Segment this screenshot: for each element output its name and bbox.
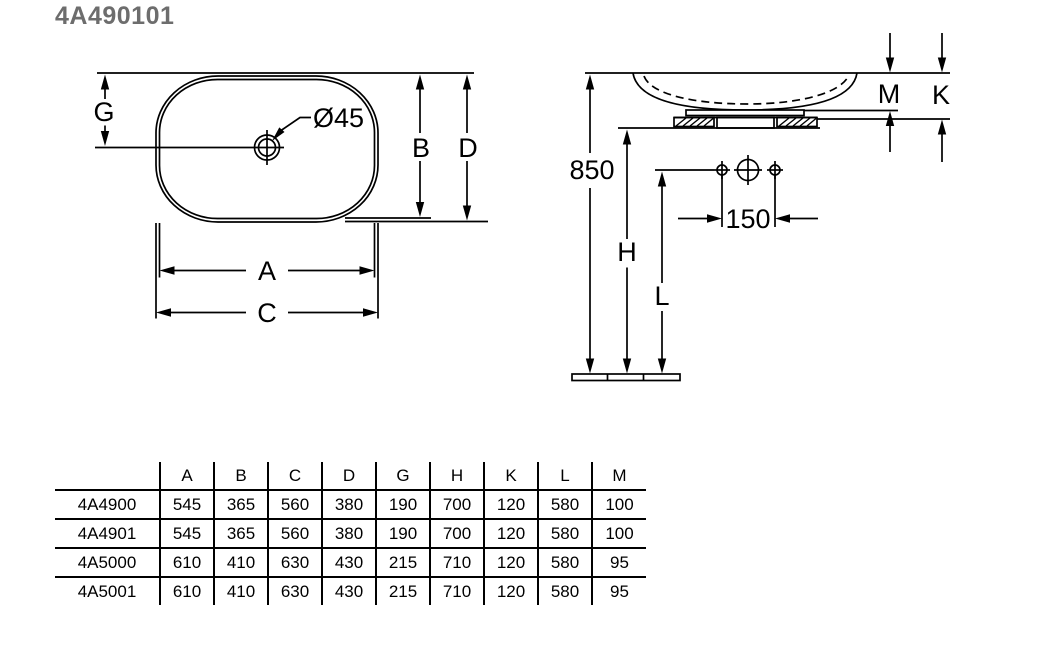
table-cell: 365 <box>214 519 268 548</box>
table-cell: 580 <box>538 490 592 519</box>
table-cell: 190 <box>376 490 430 519</box>
table-cell: 95 <box>592 548 646 577</box>
table-cell: 545 <box>160 519 214 548</box>
dim-label-b: B <box>411 133 431 163</box>
table-cell: 580 <box>538 519 592 548</box>
table-row <box>55 490 646 519</box>
table-cell: 120 <box>484 577 538 605</box>
table-cell: 365 <box>214 490 268 519</box>
table-cell: 700 <box>430 490 484 519</box>
dim-label-l: L <box>654 281 670 311</box>
column-header-c: C <box>268 462 322 490</box>
table-cell: 100 <box>592 490 646 519</box>
table-cell: 120 <box>484 490 538 519</box>
table-cell: 95 <box>610 581 629 601</box>
basin-base-plate <box>686 110 804 116</box>
dim-label-tap-spacing: 150 <box>725 204 771 234</box>
column-header-g: G <box>376 462 430 490</box>
table-cell: 410 <box>214 548 268 577</box>
table-cell: 610 <box>160 548 214 577</box>
table-cell: 630 <box>268 577 322 605</box>
table-cell: 560 <box>268 490 322 519</box>
column-header-m: M <box>592 462 646 490</box>
column-header-h: H <box>430 462 484 490</box>
dim-label-d: D <box>458 133 478 163</box>
dimension-g <box>93 75 114 147</box>
model-number-cell: 4A5001 <box>55 577 160 605</box>
dimension-150 <box>678 204 818 234</box>
table-cell: 410 <box>214 577 268 605</box>
table-cell: 190 <box>376 519 430 548</box>
dim-label-a: A <box>257 256 277 286</box>
model-number-cell: 4A4901 <box>55 519 160 548</box>
side-view <box>569 33 950 381</box>
table-cell: 610 <box>160 577 214 605</box>
table-cell: 120 <box>484 519 538 548</box>
table-cell: 215 <box>376 577 430 605</box>
column-header-a: A <box>160 462 214 490</box>
column-header-l: L <box>538 462 592 490</box>
table-header-row <box>55 462 646 490</box>
diameter-callout <box>272 103 364 141</box>
dim-label-k: K <box>931 80 951 110</box>
dim-label-h: H <box>617 237 637 267</box>
drain-recess <box>717 118 774 129</box>
table-cell: 380 <box>322 519 376 548</box>
model-number-cell: 4A5000 <box>55 548 160 577</box>
dimension-850 <box>569 75 614 374</box>
dim-label-diameter: Ø45 <box>313 103 365 133</box>
table-row <box>55 548 646 577</box>
table-cell: 630 <box>268 548 322 577</box>
top-view <box>93 73 488 328</box>
dim-label-c: C <box>257 298 277 328</box>
table-cell: 580 <box>538 548 592 577</box>
table-row <box>55 519 646 548</box>
table-cell: 710 <box>430 577 484 605</box>
dimension-h <box>617 130 637 374</box>
table-cell: 545 <box>160 490 214 519</box>
table-cell: 700 <box>430 519 484 548</box>
dimension-k <box>932 33 950 162</box>
bowl-inner-profile <box>644 76 848 104</box>
table-row <box>55 577 646 605</box>
dimension-m <box>878 33 901 152</box>
model-number-cell: 4A4900 <box>55 490 160 519</box>
table-cell: 430 <box>322 548 376 577</box>
column-header-b: B <box>214 462 268 490</box>
dimension-l <box>654 172 669 374</box>
table-cell: 430 <box>322 577 376 605</box>
mounting-ring <box>674 118 817 129</box>
table-cell: 120 <box>484 548 538 577</box>
dim-label-m: M <box>877 79 901 109</box>
table-cell: 710 <box>430 548 484 577</box>
table-cell: 380 <box>322 490 376 519</box>
dim-label-g: G <box>93 97 115 127</box>
dimension-a <box>160 223 375 286</box>
table-cell: 215 <box>376 548 430 577</box>
dim-label-height: 850 <box>569 155 615 185</box>
page-title: 4A490101 <box>55 2 175 30</box>
floor-line <box>572 374 680 381</box>
column-header-k: K <box>484 462 538 490</box>
dimension-table <box>55 462 646 605</box>
table-cell: 580 <box>538 577 592 605</box>
column-header-model <box>55 462 160 490</box>
column-header-d: D <box>322 462 376 490</box>
table-cell: 560 <box>268 519 322 548</box>
table-cell: 100 <box>592 519 646 548</box>
